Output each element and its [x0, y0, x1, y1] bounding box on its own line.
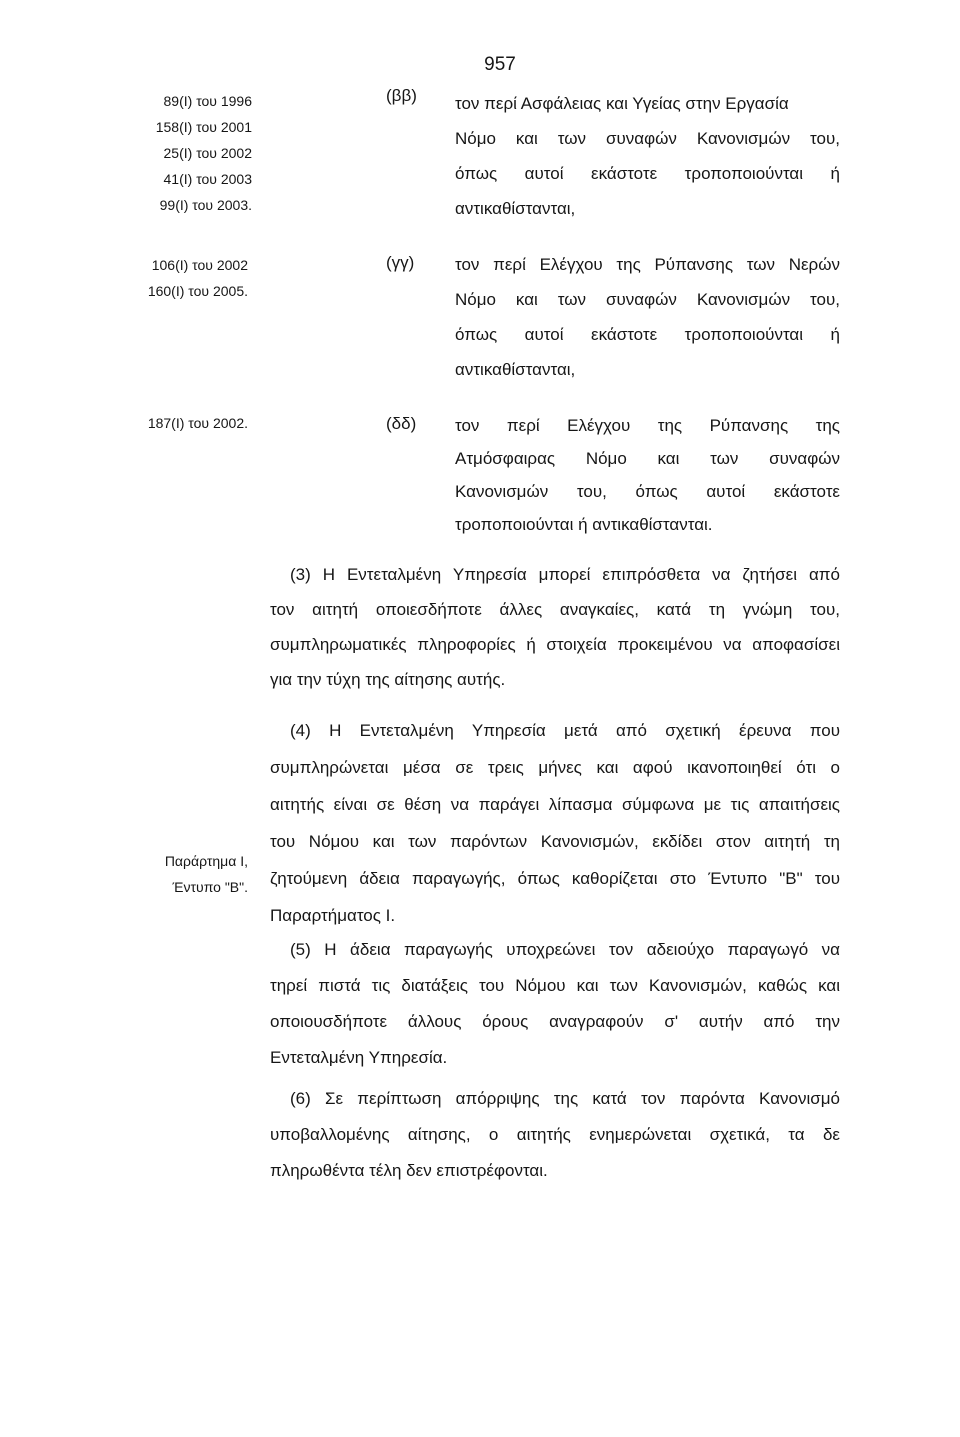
- margin-ref-line: 106(I) του 2002: [151, 257, 248, 273]
- text-line: πληρωθέντα τέλη δεν επιστρέφονται.: [270, 1161, 548, 1180]
- margin-reference-p4: [30, 848, 248, 900]
- paragraph-5: [270, 932, 840, 1076]
- margin-reference-dd: [28, 410, 248, 436]
- text-line: τον περί Ελέγχου της Ρύπανσης των Νερών: [455, 255, 840, 274]
- item-label-gg: (γγ): [386, 253, 415, 272]
- item-label-bb: (ββ): [386, 86, 417, 105]
- text-line: συμπληρωματικές πληροφορίες ή στοιχεία προκειμένου να αποφασίσει: [270, 635, 840, 654]
- page-number: 957: [484, 54, 516, 75]
- text-line: όπως αυτοί εκάστοτε τροποποιούνται ή: [455, 325, 840, 344]
- text-line: συμπληρώνεται μέσα σε τρεις μήνες και αφού ικανοποιηθεί ότι ο: [270, 758, 840, 777]
- item-label-dd: (δδ): [386, 414, 417, 433]
- text-line: Εντεταλμένη Υπηρεσία.: [270, 1048, 448, 1067]
- item-text-gg: [455, 247, 840, 387]
- text-line: Νόμο και των συναφών Κανονισμών του,: [455, 290, 840, 309]
- margin-ref-line: 25(I) του 2002: [163, 145, 252, 161]
- text-line: τροποποιούνται ή αντικαθίστανται.: [455, 515, 713, 534]
- margin-ref-line: 99(I) του 2003.: [159, 197, 252, 213]
- paragraph-4: [270, 712, 840, 934]
- text-line: οποιουσδήποτε άλλους όρους αναγραφούν σ' αυτήν από την: [270, 1012, 840, 1031]
- text-line: Παραρτήματος Ι.: [270, 906, 396, 925]
- text-line: (3) Η Εντεταλμένη Υπηρεσία μπορεί επιπρόσθετα να ζητήσει από: [290, 565, 840, 584]
- margin-ref-line: 160(I) του 2005.: [147, 283, 248, 299]
- text-line: αιτητής είναι σε θέση να παράγει λίπασμα σύμφωνα με τις απαιτήσεις: [270, 795, 840, 814]
- text-line: (4) Η Εντεταλμένη Υπηρεσία μετά από σχετική έρευνα που: [290, 721, 840, 740]
- text-line: όπως αυτοί εκάστοτε τροποποιούνται ή: [455, 164, 840, 183]
- text-line: (6) Σε περίπτωση απόρριψης της κατά τον παρόντα Κανονισμό: [290, 1089, 840, 1108]
- paragraph-3: [270, 557, 840, 697]
- text-line: τηρεί πιστά τις διατάξεις του Νόμου και των Κανονισμών, καθώς και: [270, 976, 840, 995]
- margin-ref-line: 187(I) του 2002.: [147, 415, 248, 431]
- text-line: τον περί Ελέγχου της Ρύπανσης της: [455, 416, 840, 435]
- paragraph-6: [270, 1081, 840, 1189]
- margin-reference-gg: [28, 252, 248, 304]
- text-line: τον αιτητή οποιεσδήποτε άλλες αναγκαίες, κατά τη γνώμη του,: [270, 600, 840, 619]
- text-line: για την τύχη της αίτησης αυτής.: [270, 670, 506, 689]
- margin-ref-line: 89(I) του 1996: [163, 93, 252, 109]
- text-line: υποβαλλομένης αίτησης, ο αιτητής ενημερώνεται σχετικά, τα δε: [270, 1125, 840, 1144]
- text-line: Νόμο και των συναφών Κανονισμών του,: [455, 129, 840, 148]
- margin-ref-line: Έντυπο "Β".: [172, 879, 248, 895]
- text-line: τον περί Ασφάλειας και Υγείας στην Εργασία: [455, 94, 789, 113]
- text-line: αντικαθίστανται,: [455, 360, 576, 379]
- text-line: Ατμόσφαιρας Νόμο και των συναφών: [455, 449, 840, 468]
- margin-ref-line: 158(I) του 2001: [155, 119, 252, 135]
- margin-ref-line: 41(I) του 2003: [163, 171, 252, 187]
- margin-reference-bb: [32, 88, 252, 218]
- margin-ref-line: Παράρτημα Ι,: [164, 853, 248, 869]
- item-text-bb: [455, 86, 840, 226]
- text-line: αντικαθίστανται,: [455, 199, 576, 218]
- text-line: Κανονισμών του, όπως αυτοί εκάστοτε: [455, 482, 840, 501]
- text-line: (5) Η άδεια παραγωγής υποχρεώνει τον αδειούχο παραγωγό να: [290, 940, 840, 959]
- text-line: του Νόμου και των παρόντων Κανονισμών, εκδίδει στον αιτητή τη: [270, 832, 840, 851]
- item-text-dd: [455, 409, 840, 541]
- text-line: ζητούμενη άδεια παραγωγής, όπως καθορίζεται στο Έντυπο "Β" του: [270, 869, 840, 888]
